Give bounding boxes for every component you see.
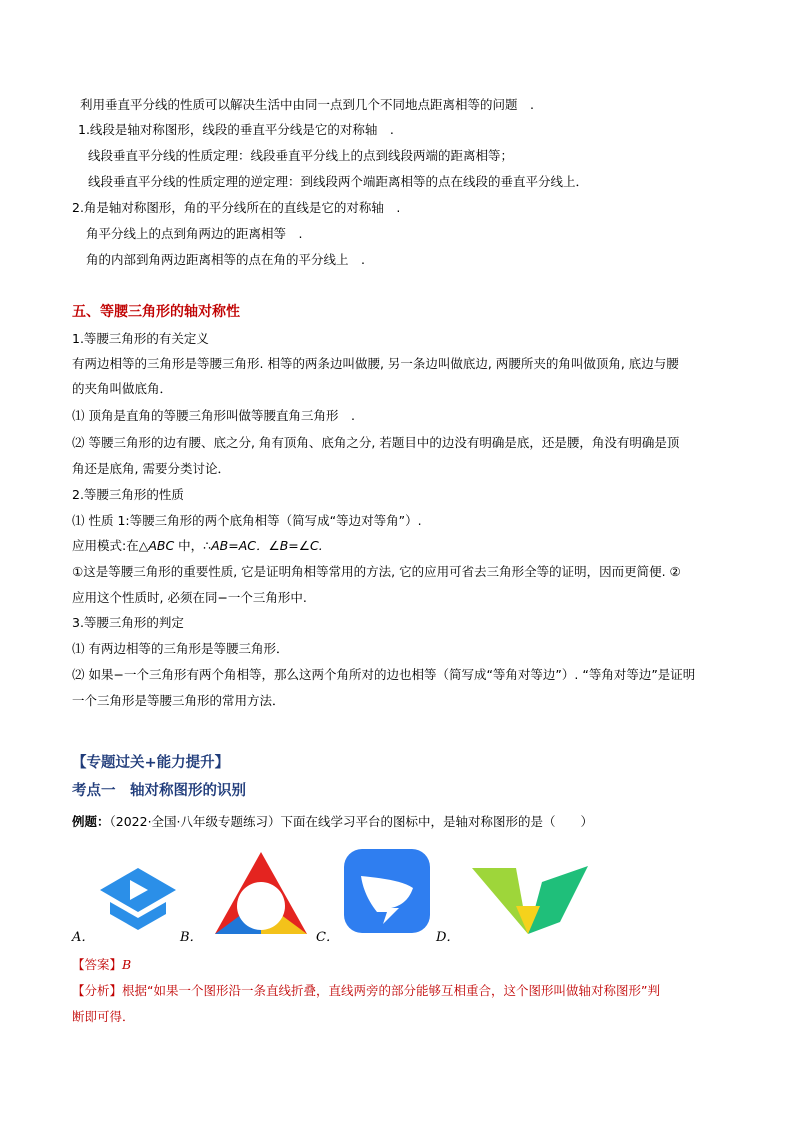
option-a-label: A． [72, 930, 95, 945]
property-comment-line-1: ①这是等腰三角形的重要性质, 它是证明角相等常用的方法, 它的应用可省去三角形全等的证明，因而更简便. ② [72, 564, 681, 579]
analysis-line-1: 【分析】根据“如果一个图形沿一条直线折叠，直线两旁的部分能够互相重合，这个图形叫做轴对称图形”判 [72, 983, 660, 998]
answer-line: 【答案】B [72, 957, 132, 972]
option-d-label: D． [436, 930, 460, 945]
criterion-1: ⑴ 有两边相等的三角形是等腰三角形． [72, 641, 289, 656]
subsection-criterion-title: 3.等腰三角形的判定 [72, 615, 184, 630]
definition-line-2: 的夹角叫做底角． [72, 381, 173, 396]
definition-note-2-line-2: 角还是底角, 需要分类讨论． [72, 461, 230, 476]
subsection-definition-title: 1.等腰三角形的有关定义 [72, 331, 209, 346]
topic-header: 【专题过关+能力提升】 [72, 755, 230, 771]
dingtalk-wing-icon [343, 848, 431, 934]
para-perp-bisector-theorem: 线段垂直平分线的性质定理：线段垂直平分线上的点到线段两端的距离相等； [88, 148, 514, 163]
application-mode: 应用模式:在△ABC 中，∴AB=AC．∠B=∠C. [72, 538, 323, 553]
definition-note-2-line-1: ⑵ 等腰三角形的边有腰、底之分, 角有顶角、底角之分, 若题目中的边没有明确是底，还是腰，角没有明确是顶 [72, 435, 680, 450]
para-angle-symmetry: 2.角是轴对称图形，角的平分线所在的直线是它的对称轴 . [72, 200, 401, 215]
para-perp-bisector-converse: 线段垂直平分线的性质定理的逆定理：到线段两个端距离相等的点在线段的垂直平分线上． [88, 174, 589, 189]
para-angle-bisector-converse: 角的内部到角两边距离相等的点在角的平分线上 . [86, 252, 365, 267]
tri-circle-icon [213, 850, 309, 936]
section-five-title: 五、等腰三角形的轴对称性 [72, 304, 240, 320]
criterion-2-line-1: ⑵ 如果−一个三角形有两个角相等，那么这两个角所对的边也相等（简写成“等角对等边”）. “等角对等边”是证明 [72, 667, 696, 682]
definition-note-1: ⑴ 顶角是直角的等腰三角形叫做等腰直角三角形 . [72, 408, 355, 423]
para-segment-symmetry: 1.线段是轴对称图形，线段的垂直平分线是它的对称轴 . [78, 122, 394, 137]
point-one-title: 考点一 轴对称图形的识别 [72, 783, 246, 799]
green-v-icon [470, 862, 590, 936]
definition-line-1: 有两边相等的三角形是等腰三角形. 相等的两条边叫做腰, 另一条边叫做底边, 两腰所夹的角叫做顶角, 底边与腰 [72, 356, 679, 371]
property-comment-line-2: 应用这个性质时, 必须在同−一个三角形中. [72, 590, 307, 605]
option-c-label: C． [316, 930, 339, 945]
option-b-label: B． [180, 930, 203, 945]
subsection-property-title: 2.等腰三角形的性质 [72, 487, 184, 502]
intro-text: 利用垂直平分线的性质可以解决生活中由同一点到几个不同地点距离相等的问题 . [80, 97, 534, 112]
property-1: ⑴ 性质 1:等腰三角形的两个底角相等（简写成“等边对等角”）. [72, 513, 422, 528]
example-question: 例题：（2022·全国·八年级专题练习）下面在线学习平台的图标中，是轴对称图形的是（ ） [72, 814, 594, 829]
play-cap-icon [98, 866, 178, 936]
para-angle-bisector-prop: 角平分线上的点到角两边的距离相等 . [86, 226, 303, 241]
criterion-2-line-2: 一个三角形是等腰三角形的常用方法． [72, 693, 285, 708]
analysis-line-2: 断即可得． [72, 1009, 135, 1024]
